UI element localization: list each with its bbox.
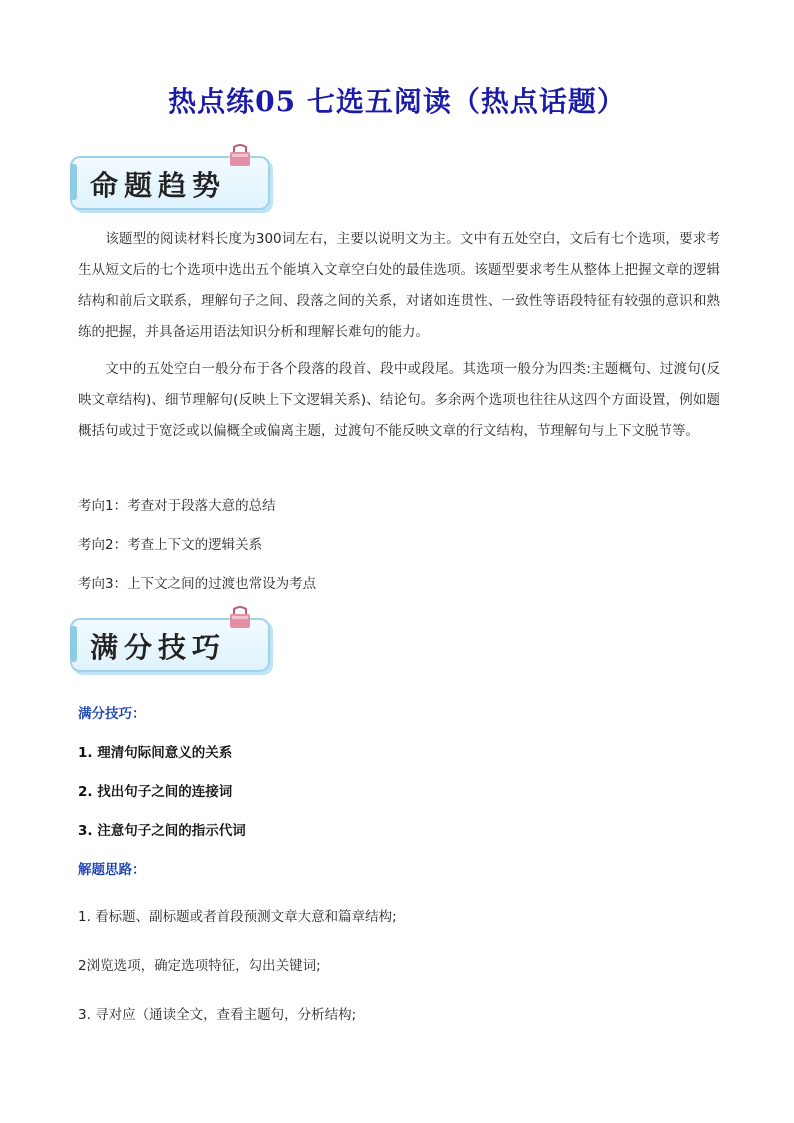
section-heading-trend: 命题趋势 [90, 169, 227, 202]
direction-item: 考向3：上下文之间的过渡也常设为考点 [78, 576, 317, 592]
binder-clip-icon [226, 606, 254, 632]
approach-step: 2浏览选项，确定选项特征，勾出关键词; [78, 958, 321, 974]
skills-subheading: 满分技巧： [78, 706, 146, 722]
binder-clip-icon [226, 144, 254, 170]
approach-step: 1. 看标题、副标题或者首段预测文章大意和篇章结构; [78, 909, 397, 925]
trend-paragraph-2-text: 文中的五处空白一般分布于各个段落的段首、段中或段尾。其选项一般分为四类:主题概句、过渡句(反映文章结构)、细节理解句(反映上下文逻辑关系)、结论句。多余两个选项也往往从这四个方面设置，例如题概括句或过于宽泛或以偏概全或偏离主题，过渡句不能反映文章的行文结构，节理解句与上下文脱节等。 [78, 361, 720, 439]
direction-item: 考向2：考查上下文的逻辑关系 [78, 537, 263, 553]
section-banner-trend [70, 150, 270, 210]
skill-tip: 1. 理清句际间意义的关系 [78, 745, 233, 761]
trend-paragraph-1 [78, 224, 720, 348]
trend-paragraph-1-text: 该题型的阅读材料长度为300词左右，主要以说明文为主。文中有五处空白，文后有七个选项，要求考生从短文后的七个选项中选出五个能填入文章空白处的最佳选项。该题型要求考生从整体上把握文章的逻辑结构和前后文联系，理解句子之间、段落之间的关系，对诸如连贯性、一致性等语段特征有较强的意识和熟练的把握，并具备运用语法知识分析和理解长难句的能力。 [78, 231, 720, 340]
page-title: 热点练05 七选五阅读（热点话题） [168, 85, 626, 118]
section-banner-skills [70, 612, 270, 672]
skill-tip: 3. 注意句子之间的指示代词 [78, 823, 246, 839]
skill-tip: 2. 找出句子之间的连接词 [78, 784, 233, 800]
direction-item: 考向1：考查对于段落大意的总结 [78, 498, 276, 514]
approach-heading: 解题思路： [78, 862, 146, 878]
section-heading-skills: 满分技巧 [90, 631, 227, 664]
approach-step: 3. 寻对应（通读全文，查看主题句，分析结构; [78, 1007, 357, 1023]
trend-paragraph-2 [78, 354, 720, 447]
